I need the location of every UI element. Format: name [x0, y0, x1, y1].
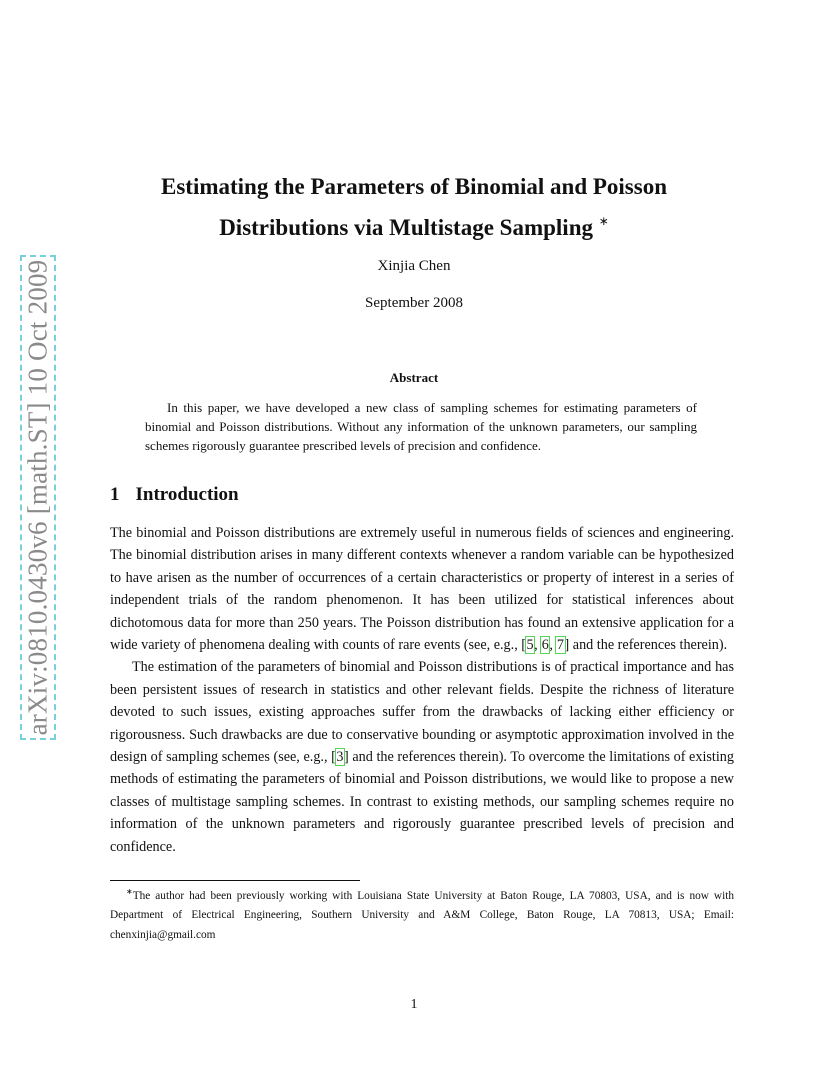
footnote-marker: ∗: [126, 887, 133, 896]
author-name: Xinjia Chen: [377, 258, 451, 274]
citation-link-5[interactable]: 5: [526, 637, 534, 654]
paragraph-1-tail: ] and the references therein).: [564, 637, 728, 654]
title-footnote-marker: ∗: [598, 214, 609, 228]
paragraph-2-tail: ] and the references therein). To overcome the limitations of existing methods of estimating the parameters of binomial and Poisson distributions, we would like to propose a new classes of multistage sampling schemes. In contrast to existing methods, our sampling schemes require no information of the unknown parameters and rigorously guarantee prescribed levels of precision and confidence.: [110, 749, 734, 855]
section-title: Introduction: [135, 484, 239, 505]
page-number: 1: [410, 997, 418, 1012]
title-line-2-text: Distributions via Multistage Sampling: [219, 215, 593, 240]
footnote: [110, 882, 734, 945]
citation-link-6[interactable]: 6: [541, 637, 549, 654]
abstract-heading: Abstract: [389, 370, 439, 385]
section-number: 1: [110, 484, 120, 505]
body-text: [110, 522, 734, 858]
footnote-text: The author had been previously working with Louisiana State University at Baton Rouge, LA 70803, USA, and is now with Department of Electrical Engineering, Southern University and A&M College, Baton Rouge, LA 70813, USA; Email: chenxinjia@gmail.com: [110, 889, 734, 941]
arxiv-stamp: [20, 255, 56, 740]
paragraph-2-text: The estimation of the parameters of binomial and Poisson distributions is of practical importance and has been persistent issues of research in statistics and other relevant fields. Despite the richness of literature devoted to such issues, existing approaches suffer from the drawbacks of lacking either efficiency or rigorousness. Such drawbacks are due to conservative bounding or asymptotic approximation involved in the design of sampling schemes (see, e.g., [: [110, 659, 734, 766]
title-line-1: Estimating the Parameters of Binomial and Poisson: [161, 174, 667, 199]
footnote-rule: [110, 880, 360, 881]
abstract-text: In this paper, we have developed a new class of sampling schemes for estimating parameters of binomial and Poisson distributions. Without any information of the unknown parameters, our sampling schemes rigorously guarantee prescribed levels of precision and confidence.: [145, 400, 697, 453]
paragraph-1: The binomial and Poisson distributions are extremely useful in numerous fields of sciences and engineering. The binomial distribution arises in many different contexts whenever a random variable can be hypothesized to have arisen as the number of occurrences of a certain characteristics or property of interest in a series of independent trials of the random phenomenon. It has been utilized for statistical inferences about dichotomous data for more than 250 years. The Poisson distribution has found an extensive application for a wide variety of phenomena dealing with counts of rare events (see, e.g., [5, 6, 7] and the references therein).: [110, 525, 734, 654]
paragraph-1-text: The binomial and Poisson distributions are extremely useful in numerous fields of sciences and engineering. The binomial distribution arises in many different contexts whenever a random variable can be hypothesized to have arisen as the number of occurrences of a certain characteristics or property of interest in a series of independent trials of the random phenomenon. It has been utilized for statistical inferences about dichotomous data for more than 250 years. The Poisson distribution has found an extensive application for a wide variety of phenomena dealing with counts of rare events (see, e.g.,: [110, 525, 734, 654]
title-line-2: [0, 204, 828, 245]
paragraph-2: [110, 656, 734, 858]
publication-date: September 2008: [365, 295, 463, 311]
citation-link-7[interactable]: 7: [556, 637, 564, 654]
arxiv-identifier: arXiv:0810.0430v6 [math.ST] 10 Oct 2009: [22, 259, 53, 736]
section-heading: [110, 484, 239, 506]
paper-title: [0, 170, 828, 245]
citation-link-3[interactable]: 3: [336, 749, 344, 766]
